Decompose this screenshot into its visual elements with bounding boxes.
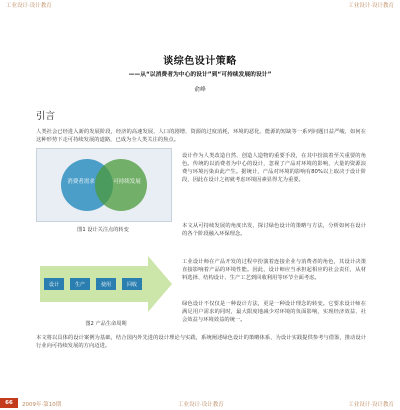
paragraph-6: 本文将以具体的设计案例为基础，结合国内外先进的设计理论与实践，系统阐述绿色设计的策略体系，为设计实践提供参考与借鉴，推动设计行业向可持续发展的方向迈进。 (36, 335, 366, 349)
venn-circle-sustainable (95, 159, 147, 211)
venn-label-sustainable: 可持续发展 (113, 179, 141, 185)
article-title: 谈综色设计策略 (163, 56, 237, 67)
article-subtitle: ——从“以消费者为中心的设计”到“可持续发展的设计” (128, 72, 272, 78)
figure-1 (36, 148, 176, 238)
lifecycle-step-label: 设计 (48, 282, 60, 288)
venn-diagram (37, 149, 171, 221)
lifecycle-step-label: 使用 (100, 282, 112, 288)
figure-1-caption: 图1 设计关注点的转变 (77, 227, 129, 233)
paragraph-4: 工业设计师在产品开发的过程中扮演着连接企业与消费者的角色，其设计决策直接影响着产品的环境性能。因此，设计师应当承担起相应的社会责任，从材料选择、结构设计、生产工艺到回收利用等环节全面考虑。 (182, 259, 366, 281)
section-heading: 引言 (36, 111, 56, 122)
figure-2-caption: 图2 产品生命周期 (85, 321, 127, 327)
article-author: 俞峰 (194, 87, 206, 93)
header-right: 工业设计·设计教育 (348, 3, 394, 9)
figure-1-frame (36, 148, 172, 222)
lifecycle-diagram (36, 252, 176, 316)
paragraph-1: 人类社会已经进入新的发展阶段，经济的高速发展、人口的剧增、资源的过度消耗，环境的恶化、能源的短缺等一系列问题日益严峻，如何在这种形势下走可持续发展的道路，已成为全人类关注的焦点。 (36, 129, 366, 143)
page-number-badge: 66 (0, 398, 18, 408)
running-footer (0, 398, 400, 410)
paragraph-3: 本文从可持续发展的角度出发，探讨绿色设计的策略与方法，分析如何在设计的各个阶段融入环保理念。 (182, 223, 366, 237)
figure-2 (36, 252, 176, 332)
paragraph-5: 绿色设计不仅仅是一种设计方法，更是一种设计理念的转变。它要求设计师在满足用户需求的同时，最大限度地减少对环境的负面影响，实现经济效益、社会效益与环境效益的统一。 (182, 301, 366, 323)
footer-right: 工业设计·设计教育 (348, 402, 394, 408)
paragraph-2: 设计作为人类改造自然、创造人造物的重要手段，在其中扮演着至关重要的角色。传统的以消费者为中心的设计，忽视了产品对环境的影响，大量的资源浪费与环境污染由此产生。据统计，产品对环境的影响有80%以上取决于设计阶段，因此在设计之初就考虑环境因素显得尤为重要。 (182, 153, 366, 183)
header-left: 工业设计·设计教育 (6, 3, 52, 9)
lifecycle-step-label: 生产 (74, 282, 86, 288)
lifecycle-step-label: 回收 (126, 282, 138, 288)
running-header (0, 0, 400, 12)
footer-left: 2009年·第10期 (22, 402, 62, 408)
footer-center: 工业设计·设计教育 (178, 402, 224, 408)
venn-label-consumer: 消费者需求 (67, 179, 95, 185)
